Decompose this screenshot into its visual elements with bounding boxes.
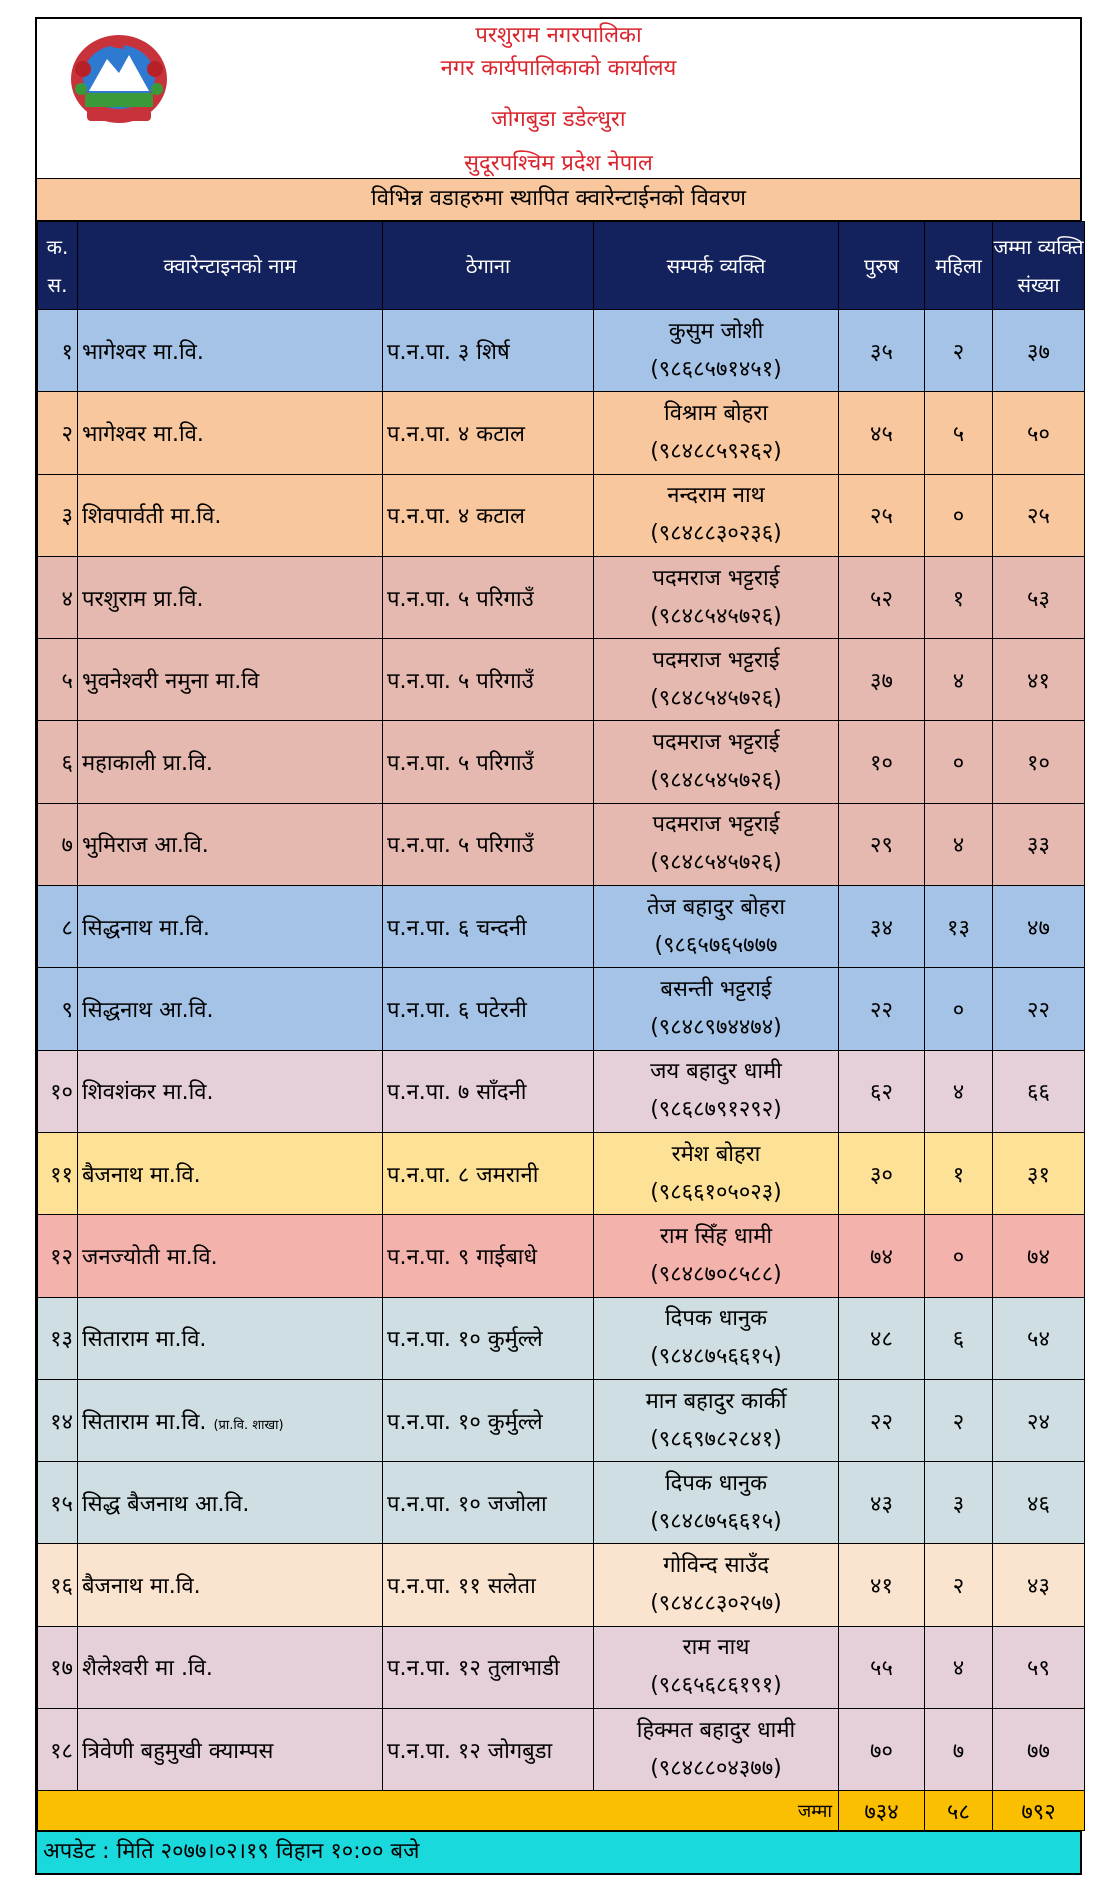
cell-address: प.न.पा. ९ गाईबाधे (383, 1215, 594, 1297)
col-header-sn: क. स. (38, 222, 78, 310)
cell-address: प.न.पा. १० जजोला (383, 1462, 594, 1544)
name-note: (प्रा.वि. शाखा) (213, 1417, 284, 1433)
contact-name: कुसुम जोशी (668, 318, 764, 344)
table-row (38, 556, 1085, 638)
cell-address: प.न.पा. ८ जमरानी (383, 1132, 594, 1214)
contact-phone: (९८६६१०५०२३) (650, 1179, 782, 1205)
cell-total: ७७ (993, 1709, 1085, 1791)
table-row (38, 721, 1085, 803)
contact-name: राम नाथ (682, 1635, 750, 1661)
cell-total: ३७ (993, 310, 1085, 392)
table-header-row (38, 222, 1085, 310)
cell-total: ५४ (993, 1297, 1085, 1379)
contact-name: मान बहादुर कार्की (645, 1388, 787, 1414)
contact-name: जय बहादुर धामी (650, 1059, 782, 1085)
quarantine-name: शिवशंकर मा.वि. (82, 1080, 214, 1106)
cell-total: ४७ (993, 886, 1085, 968)
cell-female: ६ (925, 1297, 993, 1379)
cell-address: प.न.पा. १२ तुलाभाडी (383, 1626, 594, 1708)
quarantine-name: भुवनेश्वरी नमुना मा.वि (82, 668, 260, 694)
contact-name: गोविन्द साउँद (663, 1553, 769, 1579)
cell-name (78, 556, 383, 638)
report-subtitle: विभिन्न वडाहरुमा स्थापित क्वारेन्टाईनको विवरण (37, 179, 1080, 221)
contact-phone: (९८६५७६५७७७ (654, 932, 778, 958)
cell-name (78, 886, 383, 968)
cell-address: प.न.पा. ३ शिर्ष (383, 310, 594, 392)
contact-name: पदमराज भट्टराई (652, 647, 780, 673)
cell-sn: ९ (38, 968, 78, 1050)
totals-row (38, 1791, 1085, 1831)
contact-phone: (९८४८७५६६१५) (650, 1344, 782, 1370)
cell-address: प.न.पा. ७ साँदनी (383, 1050, 594, 1132)
contact-phone: (९८६५६८६१९१) (650, 1673, 782, 1699)
cell-female: ७ (925, 1709, 993, 1791)
quarantine-name: सिताराम मा.वि. (82, 1409, 207, 1435)
cell-male: ४८ (839, 1297, 925, 1379)
contact-name: तेज बहादुर बोहरा (646, 894, 786, 920)
contact-phone: (९८६९७८२८४१) (650, 1426, 782, 1452)
cell-sn: ६ (38, 721, 78, 803)
table-row (38, 1297, 1085, 1379)
table-row (38, 1379, 1085, 1461)
cell-sn: १४ (38, 1379, 78, 1461)
quarantine-name: परशुराम प्रा.वि. (82, 586, 204, 612)
cell-female: ४ (925, 803, 993, 885)
contact-phone: (९८४८८३०२५७) (650, 1591, 782, 1617)
quarantine-name: सिद्ध बैजनाथ आ.वि. (82, 1491, 250, 1517)
table-row (38, 1132, 1085, 1214)
cell-female: २ (925, 1379, 993, 1461)
contact-name: पदमराज भट्टराई (652, 812, 780, 838)
update-note: अपडेट : मिति २०७७।०२।१९ विहान १०:०० बजे (37, 1831, 1080, 1873)
cell-address: प.न.पा. १० कुर्मुल्ले (383, 1379, 594, 1461)
cell-address: प.न.पा. ५ परिगाउँ (383, 803, 594, 885)
cell-male: ३५ (839, 310, 925, 392)
contact-phone: (९८४८५४५७२६) (650, 850, 782, 876)
quarantine-name: बैजनाथ मा.वि. (82, 1574, 201, 1600)
cell-total: ७४ (993, 1215, 1085, 1297)
cell-female: ३ (925, 1462, 993, 1544)
cell-male: ५५ (839, 1626, 925, 1708)
table-row (38, 1050, 1085, 1132)
cell-total: ५० (993, 392, 1085, 474)
cell-sn: १३ (38, 1297, 78, 1379)
cell-female: ० (925, 721, 993, 803)
cell-address: प.न.पा. ६ पटेरनी (383, 968, 594, 1050)
contact-phone: (९८४८५४५७२६) (650, 603, 782, 629)
office-header (37, 19, 1080, 179)
cell-contact (594, 886, 839, 968)
office-location: जोगबुडा डडेल्धुरा (491, 107, 626, 132)
cell-address: प.न.पा. ४ कटाल (383, 474, 594, 556)
cell-name (78, 1132, 383, 1214)
cell-contact (594, 310, 839, 392)
cell-male: २२ (839, 1379, 925, 1461)
cell-contact (594, 474, 839, 556)
cell-total: १० (993, 721, 1085, 803)
table-row (38, 886, 1085, 968)
table-row (38, 1709, 1085, 1791)
cell-male: ४३ (839, 1462, 925, 1544)
cell-male: २२ (839, 968, 925, 1050)
table-row (38, 1544, 1085, 1626)
table-row (38, 1215, 1085, 1297)
cell-address: प.न.पा. ५ परिगाउँ (383, 639, 594, 721)
contact-phone: (९८४८८३०२३६) (650, 521, 782, 547)
cell-sn: ७ (38, 803, 78, 885)
cell-contact (594, 1379, 839, 1461)
cell-female: ० (925, 1215, 993, 1297)
cell-total: ३३ (993, 803, 1085, 885)
cell-name (78, 803, 383, 885)
quarantine-name: भुमिराज आ.वि. (82, 833, 209, 859)
cell-sn: २ (38, 392, 78, 474)
table-row (38, 310, 1085, 392)
contact-phone: (९८४८५४५७२६) (650, 768, 782, 794)
cell-address: प.न.पा. ५ परिगाउँ (383, 556, 594, 638)
col-header-female: महिला (925, 222, 993, 310)
cell-sn: १ (38, 310, 78, 392)
cell-contact (594, 968, 839, 1050)
contact-phone: (९८४८८०४३७७) (650, 1755, 782, 1781)
quarantine-name: बैजनाथ मा.वि. (82, 1162, 201, 1188)
office-name: नगर कार्यपालिकाको कार्यालय (440, 56, 677, 81)
contact-name: नन्दराम नाथ (667, 483, 765, 509)
cell-total: २४ (993, 1379, 1085, 1461)
cell-sn: ११ (38, 1132, 78, 1214)
contact-name: बसन्ती भट्टराई (660, 977, 772, 1003)
cell-name (78, 1379, 383, 1461)
municipality-name: परशुराम नगरपालिका (475, 23, 642, 48)
quarantine-report (35, 17, 1082, 1875)
cell-male: ३४ (839, 886, 925, 968)
quarantine-name: शैलेश्वरी मा .वि. (82, 1656, 213, 1682)
quarantine-name: शिवपार्वती मा.वि. (82, 504, 222, 530)
contact-phone: (९८६८५७१४५१) (650, 356, 782, 382)
contact-phone: (९८४८८५९२६२) (650, 438, 782, 464)
cell-male: १० (839, 721, 925, 803)
cell-contact (594, 803, 839, 885)
cell-name (78, 392, 383, 474)
cell-female: २ (925, 310, 993, 392)
cell-contact (594, 1132, 839, 1214)
contact-name: रमेश बोहरा (671, 1141, 761, 1167)
totals-female: ५८ (925, 1791, 993, 1831)
cell-male: ५२ (839, 556, 925, 638)
cell-name (78, 721, 383, 803)
quarantine-name: भागेश्वर मा.वि. (82, 421, 204, 447)
contact-phone: (९८६८७९१२९२) (650, 1097, 782, 1123)
cell-name (78, 1215, 383, 1297)
cell-sn: ८ (38, 886, 78, 968)
cell-male: २९ (839, 803, 925, 885)
cell-total: ३१ (993, 1132, 1085, 1214)
cell-name (78, 1462, 383, 1544)
cell-sn: १५ (38, 1462, 78, 1544)
cell-address: प.न.पा. ६ चन्दनी (383, 886, 594, 968)
cell-male: ६२ (839, 1050, 925, 1132)
cell-female: ० (925, 968, 993, 1050)
cell-female: ४ (925, 639, 993, 721)
cell-sn: १७ (38, 1626, 78, 1708)
table-row (38, 392, 1085, 474)
cell-male: २५ (839, 474, 925, 556)
cell-total: ४१ (993, 639, 1085, 721)
cell-sn: ३ (38, 474, 78, 556)
cell-contact (594, 1462, 839, 1544)
cell-total: ५९ (993, 1626, 1085, 1708)
table-row (38, 474, 1085, 556)
cell-total: २२ (993, 968, 1085, 1050)
cell-contact (594, 1626, 839, 1708)
table-row (38, 803, 1085, 885)
contact-name: विश्राम बोहरा (664, 400, 768, 426)
quarantine-name: भागेश्वर मा.वि. (82, 339, 204, 365)
cell-address: प.न.पा. ४ कटाल (383, 392, 594, 474)
cell-sn: ४ (38, 556, 78, 638)
table-row (38, 1462, 1085, 1544)
cell-address: प.न.पा. ११ सलेता (383, 1544, 594, 1626)
cell-name (78, 1050, 383, 1132)
table-row (38, 1626, 1085, 1708)
cell-total: ४६ (993, 1462, 1085, 1544)
cell-male: ३७ (839, 639, 925, 721)
cell-sn: १२ (38, 1215, 78, 1297)
cell-sn: १० (38, 1050, 78, 1132)
col-header-male: पुरुष (839, 222, 925, 310)
cell-sn: १८ (38, 1709, 78, 1791)
cell-female: १३ (925, 886, 993, 968)
quarantine-name: सिद्धनाथ आ.वि. (82, 998, 214, 1024)
cell-contact (594, 721, 839, 803)
cell-male: ४५ (839, 392, 925, 474)
cell-female: ० (925, 474, 993, 556)
cell-name (78, 310, 383, 392)
table-row (38, 968, 1085, 1050)
cell-total: ५३ (993, 556, 1085, 638)
quarantine-name: त्रिवेणी बहुमुखी क्याम्पस (82, 1738, 274, 1764)
cell-contact (594, 639, 839, 721)
contact-phone: (९८४८७५६६१५) (650, 1508, 782, 1534)
cell-male: ३० (839, 1132, 925, 1214)
cell-female: ५ (925, 392, 993, 474)
cell-female: १ (925, 556, 993, 638)
totals-label: जम्मा (38, 1791, 839, 1831)
totals-male: ७३४ (839, 1791, 925, 1831)
cell-total: २५ (993, 474, 1085, 556)
cell-contact (594, 1050, 839, 1132)
contact-name: दिपक धानुक (664, 1470, 768, 1496)
cell-name (78, 1626, 383, 1708)
cell-name (78, 1709, 383, 1791)
quarantine-name: महाकाली प्रा.वि. (82, 751, 213, 777)
cell-contact (594, 1709, 839, 1791)
quarantine-name: जनज्योती मा.वि. (82, 1244, 218, 1270)
cell-sn: ५ (38, 639, 78, 721)
cell-total: ४३ (993, 1544, 1085, 1626)
province-name: सुदूरपश्चिम प्रदेश नेपाल (464, 151, 653, 176)
cell-name (78, 474, 383, 556)
cell-name (78, 968, 383, 1050)
cell-name (78, 639, 383, 721)
contact-name: पदमराज भट्टराई (652, 730, 780, 756)
totals-total: ७९२ (993, 1791, 1085, 1831)
contact-phone: (९८४८९७४४७४) (650, 1015, 782, 1041)
table-row (38, 639, 1085, 721)
cell-total: ६६ (993, 1050, 1085, 1132)
cell-female: ४ (925, 1626, 993, 1708)
cell-address: प.न.पा. १२ जोगबुडा (383, 1709, 594, 1791)
cell-contact (594, 556, 839, 638)
cell-contact (594, 392, 839, 474)
cell-female: १ (925, 1132, 993, 1214)
cell-contact (594, 1544, 839, 1626)
cell-name (78, 1544, 383, 1626)
contact-name: पदमराज भट्टराई (652, 565, 780, 591)
contact-name: राम सिँह धामी (659, 1223, 773, 1249)
cell-sn: १६ (38, 1544, 78, 1626)
col-header-name: क्वारेन्टाइनको नाम (78, 222, 383, 310)
cell-contact (594, 1215, 839, 1297)
cell-male: ४१ (839, 1544, 925, 1626)
col-header-address: ठेगाना (383, 222, 594, 310)
cell-name (78, 1297, 383, 1379)
cell-address: प.न.पा. १० कुर्मुल्ले (383, 1297, 594, 1379)
quarantine-name: सिद्धनाथ मा.वि. (82, 915, 210, 941)
cell-female: ४ (925, 1050, 993, 1132)
quarantine-table (37, 221, 1085, 1831)
contact-name: दिपक धानुक (664, 1306, 768, 1332)
cell-male: ७० (839, 1709, 925, 1791)
cell-contact (594, 1297, 839, 1379)
col-header-total: जम्मा व्यक्ति संख्या (993, 222, 1085, 310)
quarantine-name: सिताराम मा.वि. (82, 1327, 207, 1353)
contact-name: हिक्मत बहादुर धामी (636, 1717, 796, 1743)
col-header-contact: सम्पर्क व्यक्ति (594, 222, 839, 310)
contact-phone: (९८४८७०८५८८) (650, 1261, 782, 1287)
cell-male: ७४ (839, 1215, 925, 1297)
cell-female: २ (925, 1544, 993, 1626)
cell-address: प.न.पा. ५ परिगाउँ (383, 721, 594, 803)
contact-phone: (९८४८५४५७२६) (650, 685, 782, 711)
